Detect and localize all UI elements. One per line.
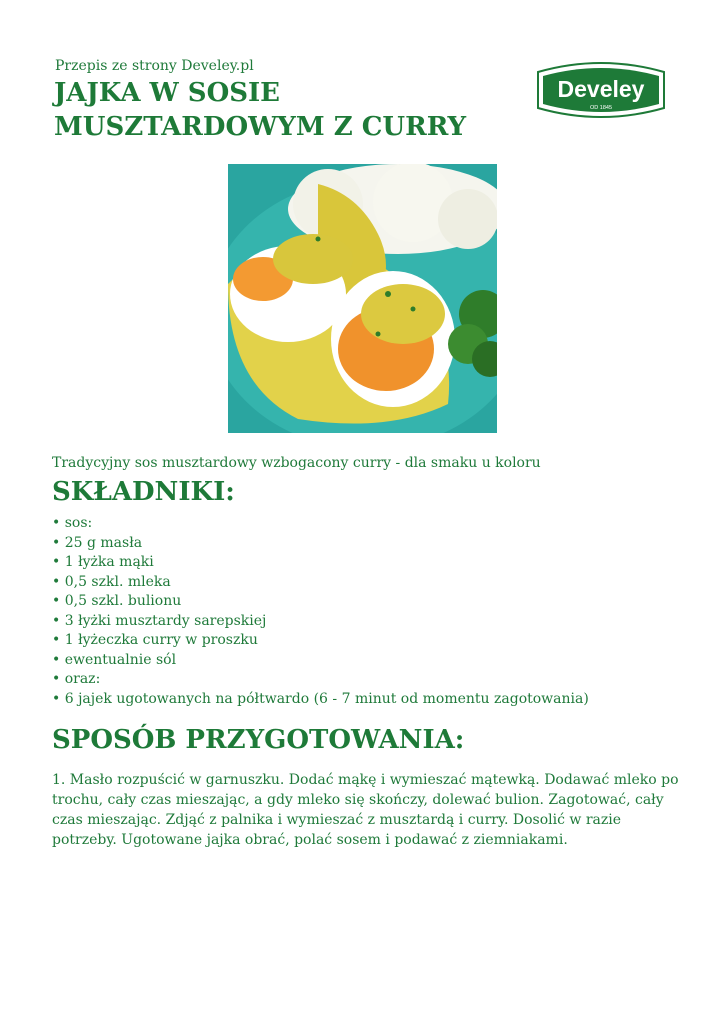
source-line: Przepis ze strony Develey.pl xyxy=(55,58,254,74)
ingredient-item: • oraz: xyxy=(52,670,589,690)
ingredient-item: • 0,5 szkl. bulionu xyxy=(52,592,589,612)
ingredient-item: • sos: xyxy=(52,514,589,534)
logo-brand: Develey xyxy=(557,76,645,102)
recipe-intro: Tradycyjny sos musztardowy wzbogacony curry - dla smaku u koloru xyxy=(52,455,541,471)
ingredient-item: • 3 łyżki musztardy sarepskiej xyxy=(52,612,589,632)
recipe-title xyxy=(54,76,466,144)
logo-since: OD 1845 xyxy=(589,105,613,111)
title-line-2: MUSZTARDOWYM Z CURRY xyxy=(54,112,467,142)
ingredients-heading: SKŁADNIKI: xyxy=(52,477,235,507)
ingredient-item: • 1 łyżka mąki xyxy=(52,553,589,573)
preparation-text: 1. Masło rozpuścić w garnuszku. Dodać mąkę i wymieszać mątewką. Dodawać mleko po trochu, cały czas mieszając, a gdy mleko się skończy, dolewać bulion. Zagotować, cały czas mieszając. Zdjąć z palnika i wymieszać z musztardą i curry. Dosolić w razie potrzeby. Ugotowane jajka obrać, polać sosem i podawać z ziemniakami. xyxy=(52,772,679,848)
dish-photo xyxy=(228,164,497,433)
ingredients-list xyxy=(52,514,589,709)
ingredient-item: • 1 łyżeczka curry w proszku xyxy=(52,631,589,651)
develey-logo xyxy=(532,58,670,122)
ingredient-item: • 0,5 szkl. mleka xyxy=(52,573,589,593)
ingredient-item: • 6 jajek ugotowanych na półtwardo (6 - 7 minut od momentu zagotowania) xyxy=(52,690,589,710)
preparation-heading: SPOSÓB PRZYGOTOWANIA: xyxy=(52,725,465,755)
ingredient-item: • 25 g masła xyxy=(52,534,589,554)
ingredient-item: • ewentualnie sól xyxy=(52,651,589,671)
title-line-1: JAJKA W SOSIE xyxy=(54,78,280,108)
